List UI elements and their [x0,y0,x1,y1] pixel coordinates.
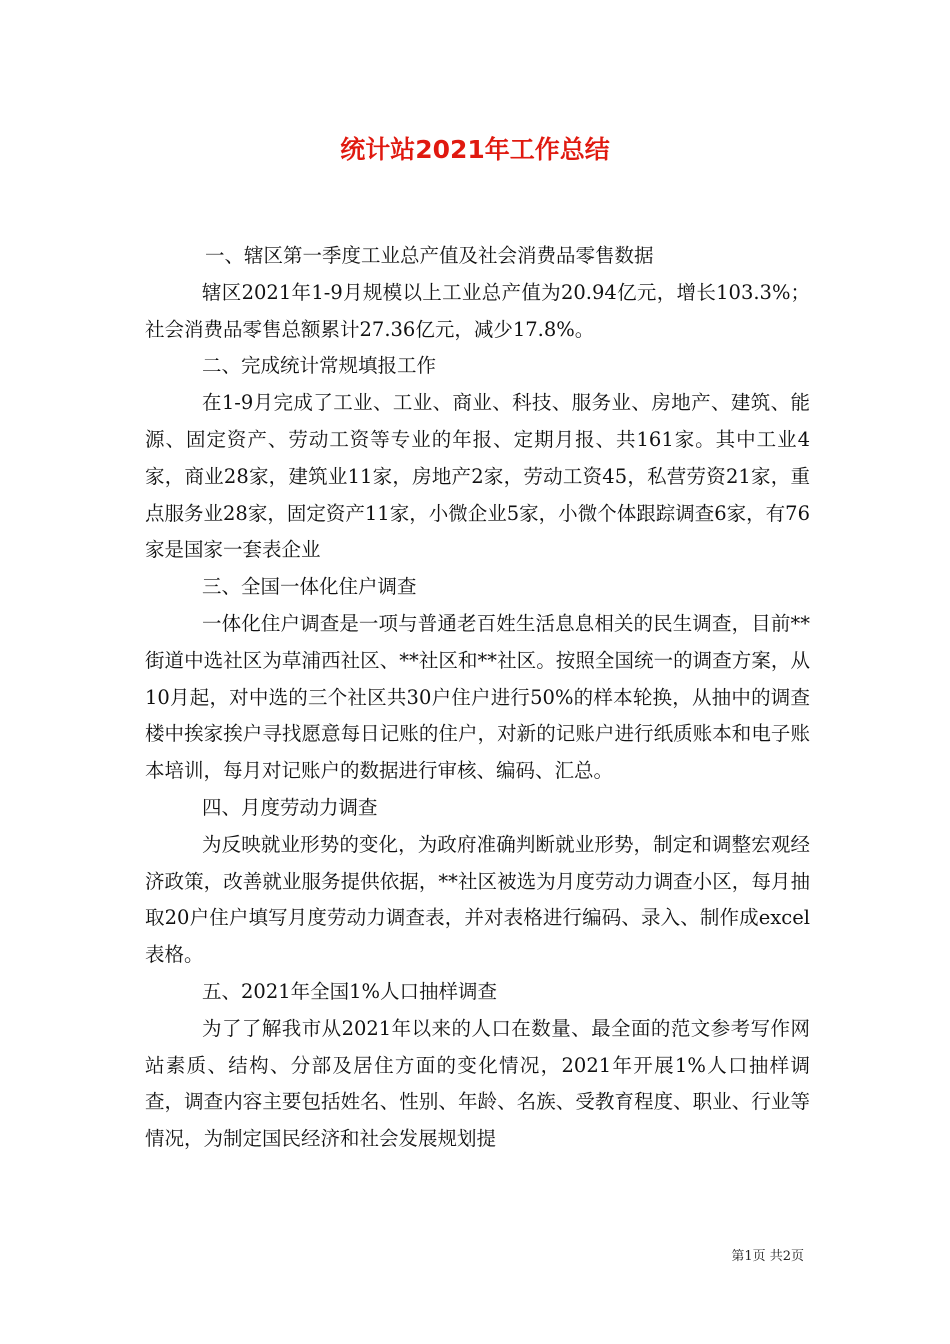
section-paragraph: 辖区2021年1-9月规模以上工业总产值为20.94亿元，增长103.3%；社会消费品零售总额累计27.36亿元，减少17.8%。 [145,280,810,341]
section-paragraph: 在1-9月完成了工业、工业、商业、科技、服务业、房地产、建筑、能源、固定资产、劳动工资等专业的年报、定期月报、共161家。其中工业4家，商业28家，建筑业11家，房地产2家，劳动工资45，私营劳资21家，重点服务业28家，固定资产11家，小微企业5家，小微个体跟踪调查6家，有76家是国家一套表企业 [145,391,810,562]
section-paragraph: 为了了解我市从2021年以来的人口在数量、最全面的范文参考写作网站素质、结构、分部及居住方面的变化情况，2021年开展1%人口抽样调查，调查内容主要包括姓名、性别、年龄、名族、受教育程度、职业、行业等情况，为制定国民经济和社会发展规划提 [145,1016,810,1151]
document-title: 统计站2021年工作总结 [340,135,610,164]
section-heading: 三、全国一体化住户调查 [202,575,417,599]
section-heading: 二、完成统计常规填报工作 [202,354,437,378]
section-heading: 四、月度劳动力调查 [202,795,378,819]
section-heading: 一、辖区第一季度工业总产值及社会消费品零售数据 [205,244,654,267]
page-number: 第1页 共2页 [731,1249,804,1264]
section-paragraph: 一体化住户调查是一项与普通老百姓生活息息相关的民生调查，目前**街道中选社区为草浦西社区、**社区和**社区。按照全国统一的调查方案，从10月起，对中选的三个社区共30户住户进行50%的样本轮换，从抽中的调查楼中挨家挨户寻找愿意每日记账的住户，对新的记账户进行纸质账本和电子账本培训，每月对记账户的数据进行审核、编码、汇总。 [145,611,810,783]
section-heading: 五、2021年全国1%人口抽样调查 [202,979,498,1003]
section-paragraph: 为反映就业形势的变化，为政府准确判断就业形势，制定和调整宏观经济政策，改善就业服务提供依据，**社区被选为月度劳动力调查小区，每月抽取20户住户填写月度劳动力调查表，并对表格进行编码、录入、制作成excel表格。 [145,832,810,967]
document-body [145,238,810,1158]
